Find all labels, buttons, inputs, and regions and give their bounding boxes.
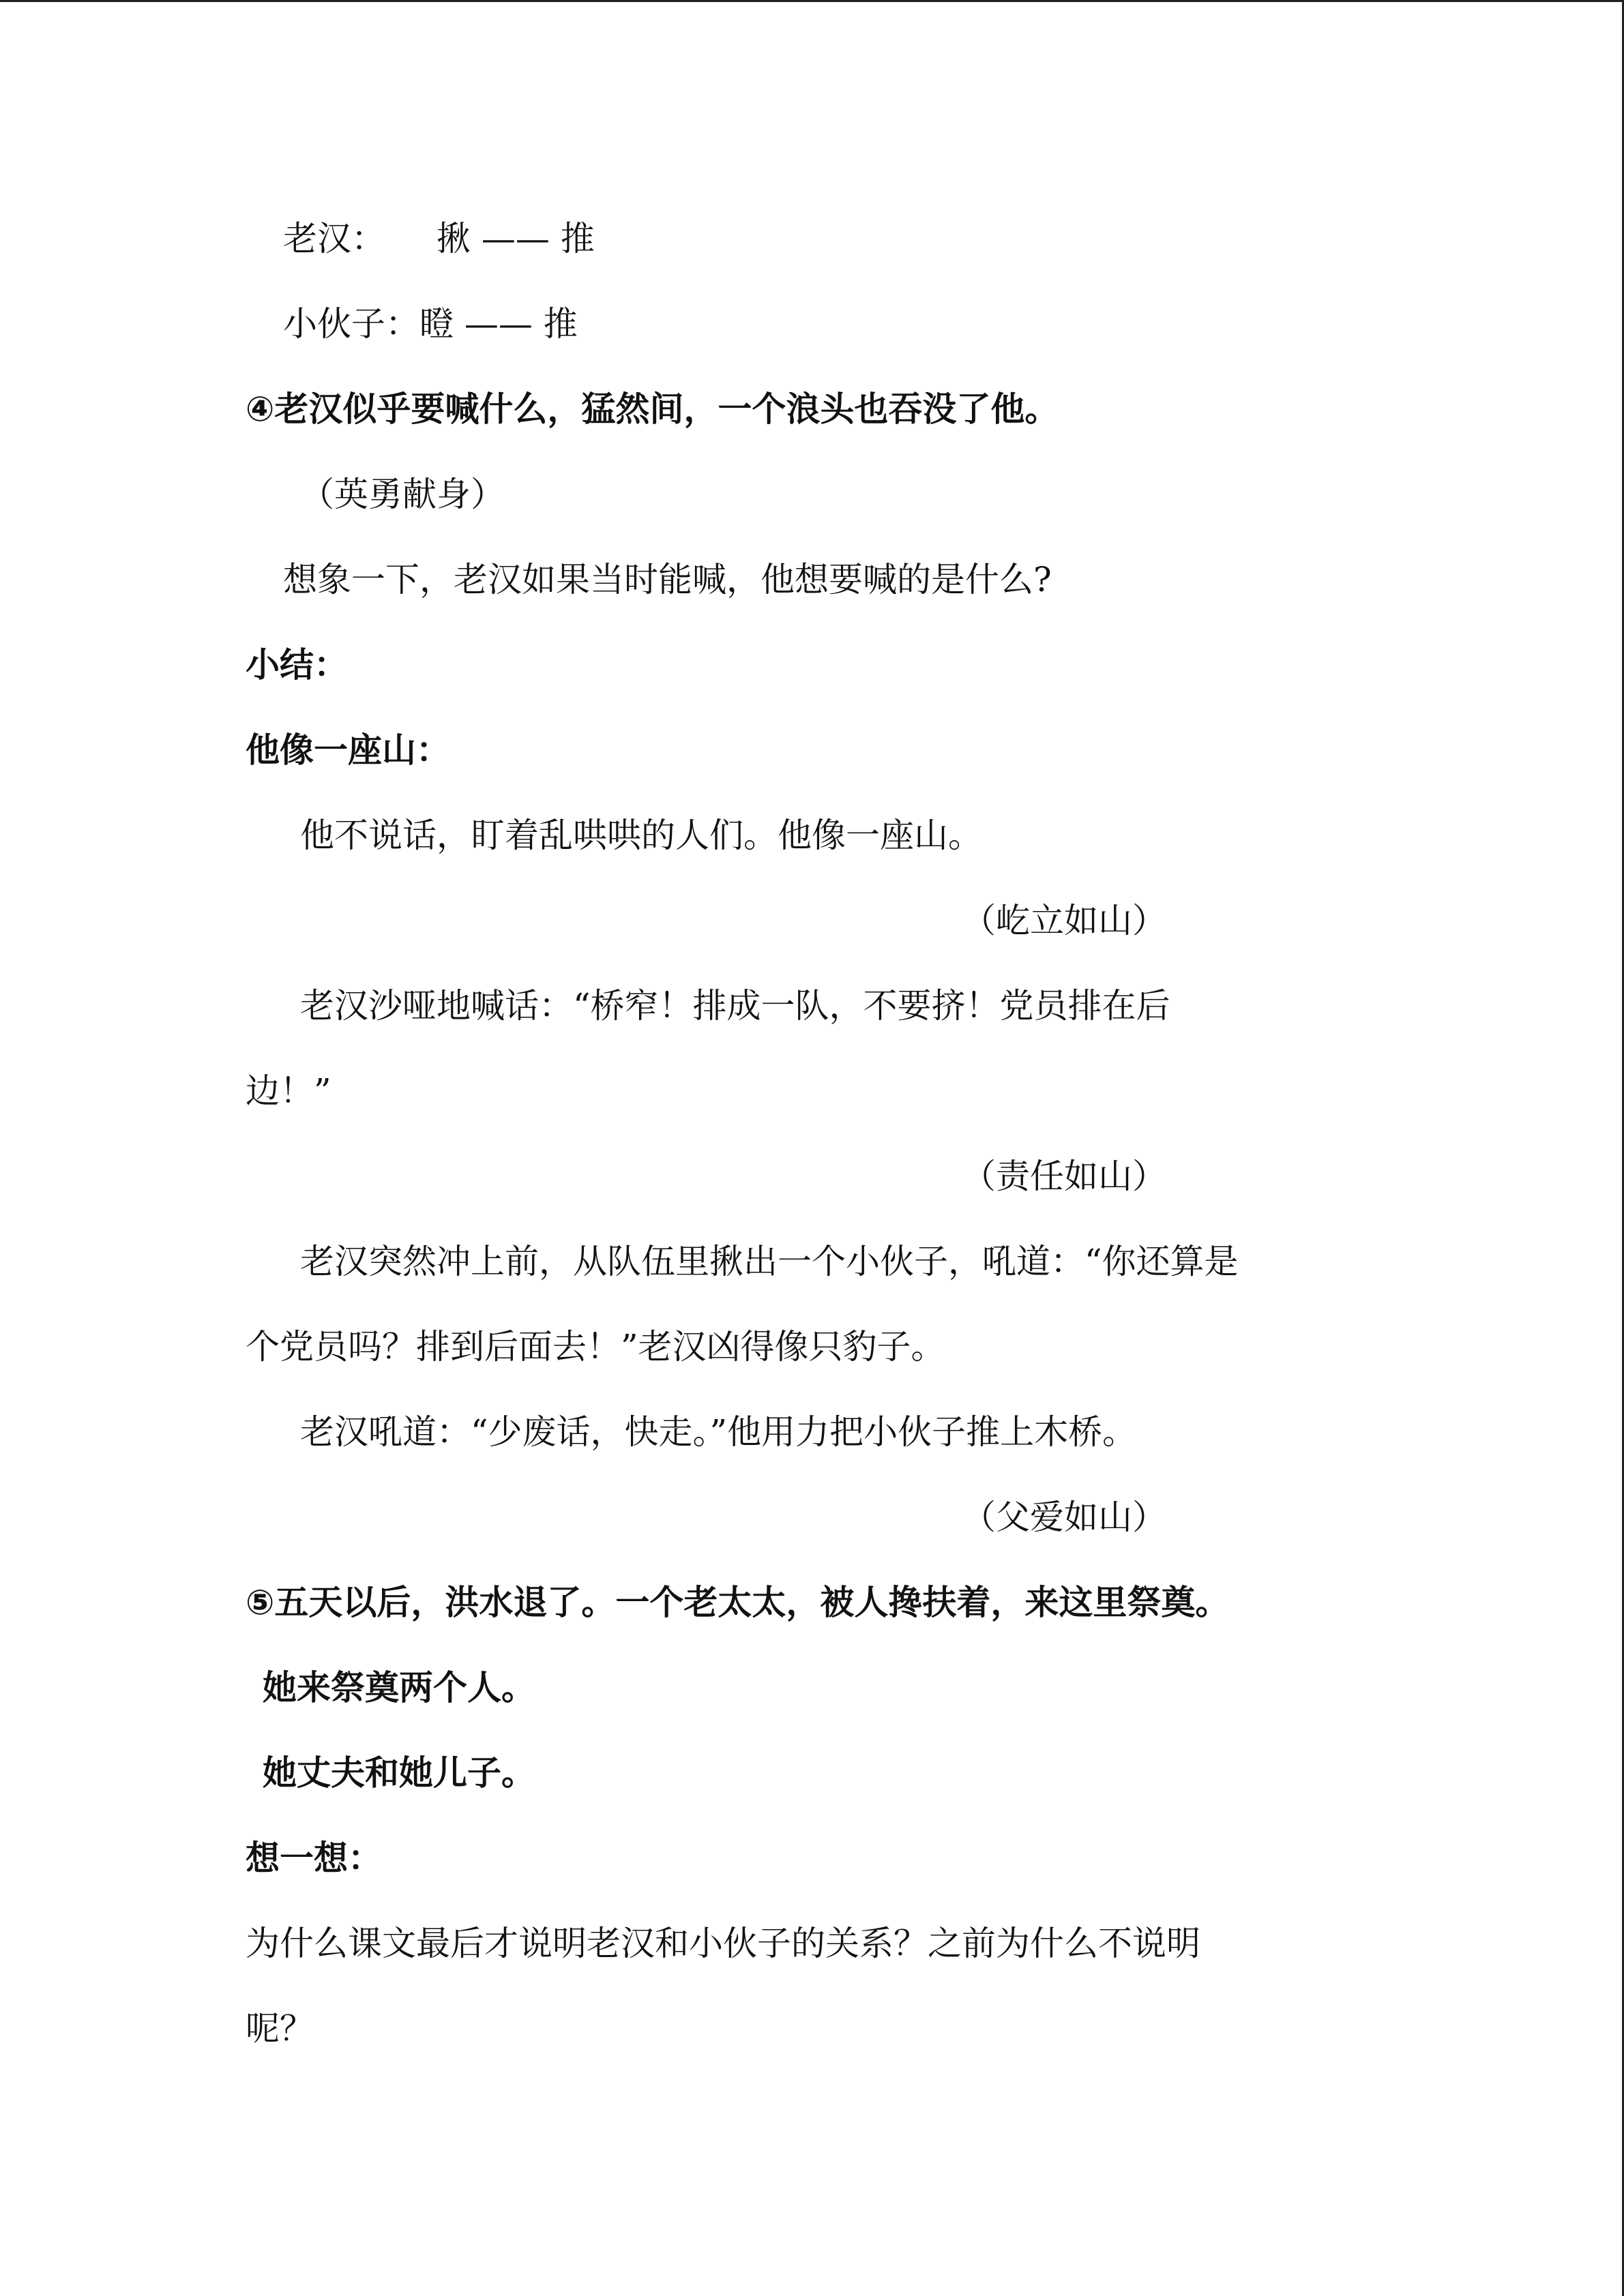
husband-and-son: 她丈夫和她儿子。 xyxy=(263,1753,535,1793)
verb-pair-young-man: 小伙子：瞪 —— 推 xyxy=(283,304,578,344)
quote-4: ④老汉似乎要喊什么，猛然间，一个浪头也吞没了他。 xyxy=(246,389,1059,429)
think-question-b: 呢？ xyxy=(246,2009,314,2048)
think-heading: 想一想： xyxy=(246,1838,382,1878)
mountain-heading: 他像一座山： xyxy=(246,730,450,770)
page-border-top xyxy=(0,0,1624,2)
think-question-a: 为什么课文最后才说明老汉和小伙子的关系？之前为什么不说明 xyxy=(246,1924,1200,1963)
note-stand-like-mountain: （屹立如山） xyxy=(962,901,1166,940)
mountain-text-3a: 老汉突然冲上前，从队伍里揪出一个小伙子，吼道：“你还算是 xyxy=(300,1242,1239,1281)
mountain-text-2b: 边！” xyxy=(246,1071,331,1111)
mountain-text-1: 他不说话，盯着乱哄哄的人们。他像一座山。 xyxy=(300,816,982,855)
note-responsibility: （责任如山） xyxy=(962,1157,1166,1196)
mourning-two-people: 她来祭奠两个人。 xyxy=(263,1668,535,1708)
imagine-question: 想象一下，老汉如果当时能喊，他想要喊的是什么? xyxy=(283,560,1052,599)
quote-5: ⑤五天以后，洪水退了。一个老太太，被人搀扶着，来这里祭奠。 xyxy=(246,1583,1230,1622)
verb-pair-old-man: 老汉： 揪 —— 推 xyxy=(283,219,595,258)
note-heroic-sacrifice: （英勇献身） xyxy=(300,475,505,514)
summary-heading: 小结： xyxy=(246,645,348,685)
mountain-text-3b: 个党员吗？排到后面去！”老汉凶得像只豹子。 xyxy=(246,1327,945,1367)
note-fatherly-love: （父爱如山） xyxy=(962,1497,1166,1537)
mountain-text-2a: 老汉沙哑地喊话：“桥窄！排成一队，不要挤！党员排在后 xyxy=(300,986,1170,1026)
mountain-text-4: 老汉吼道：“少废话，快走。”他用力把小伙子推上木桥。 xyxy=(300,1412,1137,1452)
